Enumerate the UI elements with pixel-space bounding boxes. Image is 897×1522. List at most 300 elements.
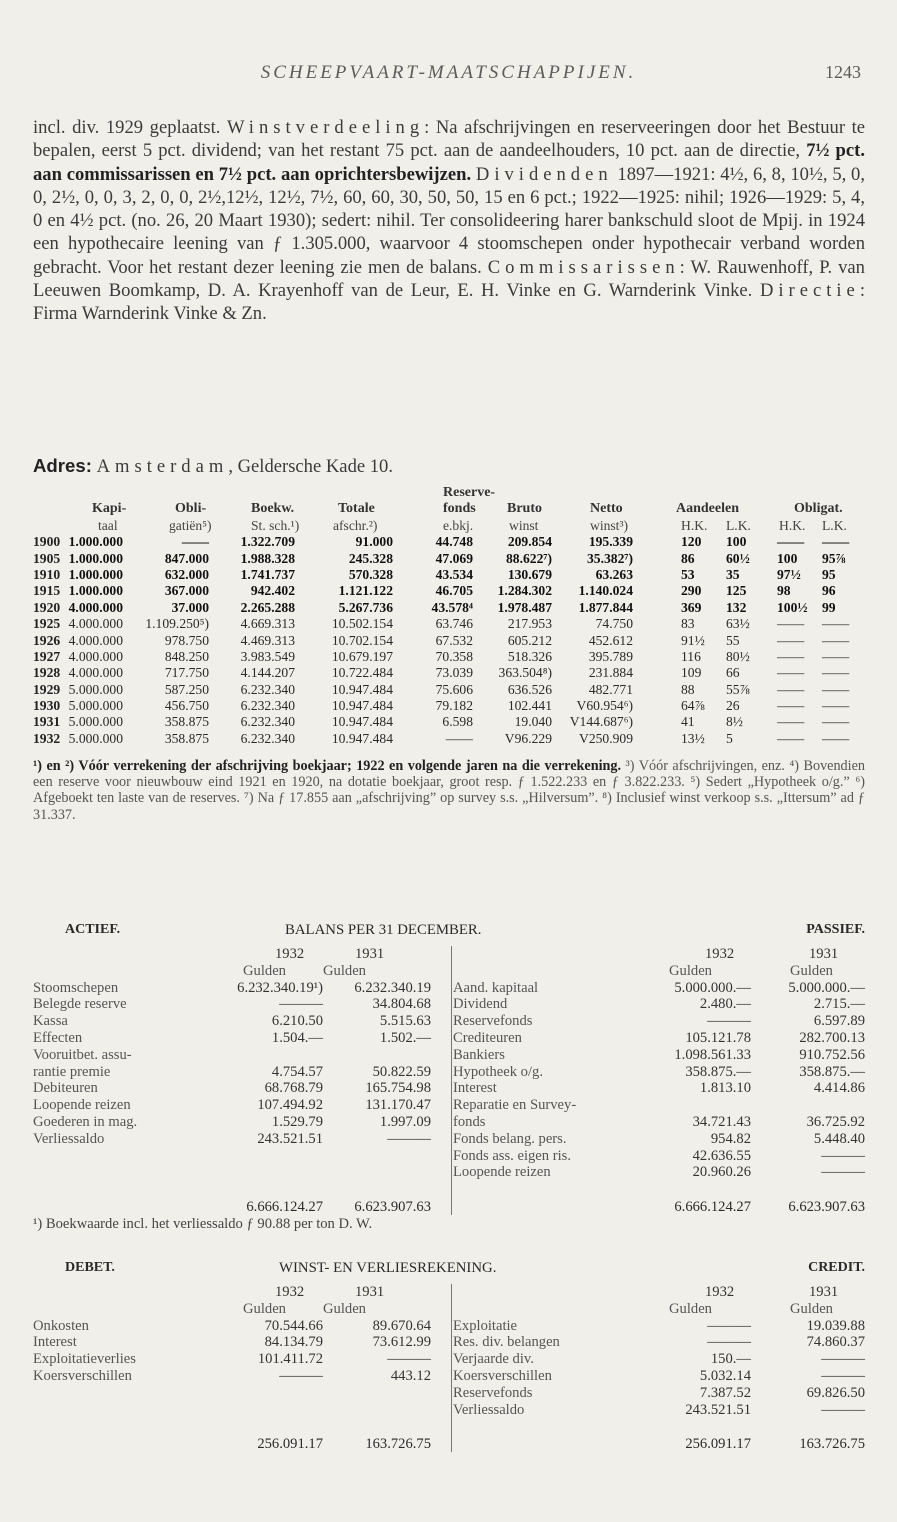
pl-total-1931-right: 163.726.75 [799,1436,865,1453]
stats-cell: 67.532 [435,632,473,648]
directie-heading: Directie [759,280,860,302]
balance-right-1931: 4.414.86 [813,1080,865,1097]
stats-cell: 10.947.484 [331,714,393,730]
balance-left-1932: 4.754.57 [271,1063,323,1080]
stats-cell: 6.232.340 [240,714,295,730]
balance-row [33,1013,865,1030]
stats-cell: 5.000.000 [68,730,123,746]
stats-cell: 91½ [681,632,705,648]
stats-header-row [33,501,865,517]
stats-subheader-row [33,518,865,534]
stats-cell: 1928 [33,665,61,681]
balance-left-title: ACTIEF. [65,922,121,937]
pl-right-1931: 74.860.37 [806,1334,865,1351]
stats-cell: 1.000.000 [68,566,123,582]
stats-cell: 10.702.154 [331,632,393,648]
balance-divider [451,946,452,1215]
pl-left-1931: 73.612.99 [372,1334,431,1351]
stats-cell: 79.182 [435,698,473,714]
stats-cell: 100½ [777,599,808,615]
stats-cell: 2.265.288 [240,599,295,615]
balance-row [33,1064,865,1081]
stats-cell: 1910 [33,566,61,582]
pl-row [33,1402,865,1419]
balance-left-label: Debiteuren [33,1080,98,1097]
balance-right-label: Fonds belang. pers. [453,1130,567,1147]
balance-row [33,1097,865,1114]
stats-header-cell: Totale [338,501,375,517]
pl-right-label: Verjaarde div. [453,1351,534,1368]
stats-cell: 5.000.000 [68,714,123,730]
stats-row [33,682,865,698]
balance-right-1931: 5.448.40 [813,1130,865,1147]
stats-cell: 100 [777,550,798,566]
stats-cell: —— [777,681,805,697]
stats-cell: 1.284.302 [497,583,552,599]
stats-cell: 97½ [777,566,801,582]
pl-divider [451,1284,452,1452]
stats-cell: 978.750 [164,632,209,648]
balance-footnote: ¹) Boekwaarde incl. het verliessaldo ƒ 90.88 per ton D. W. [33,1216,373,1233]
stats-cell: 847.000 [164,550,209,566]
balance-right-1932: 20.960.26 [692,1164,751,1181]
intro-bold-text: 7½ pct. aan commissarissen en 7½ pct. aan oprichtersbewijzen. [33,140,865,185]
balance-sheet [33,922,865,1233]
stats-cell: —— [777,698,805,714]
balance-right-label: Fonds ass. eigen ris. [453,1147,571,1164]
pl-right-1932: 5.032.14 [699,1367,751,1384]
stats-row [33,534,865,550]
pl-left-1932: 70.544.66 [264,1317,323,1334]
balance-left-label: Verliessaldo [33,1130,105,1147]
stats-row [33,633,865,649]
stats-cell: 1929 [33,681,61,697]
balance-year-right: 1931 [809,946,839,962]
pl-right-label: Res. div. belangen [453,1334,560,1351]
stats-cell: 10.947.484 [331,681,393,697]
stats-cell: 363.504⁸) [498,665,552,681]
pl-right-label: Reservefonds [453,1384,533,1401]
stats-cell: 1.877.844 [578,599,633,615]
stats-cell: 367.000 [164,583,209,599]
page-header [0,58,897,88]
commissarissen-heading: Commissarissen [487,256,680,278]
balance-left-label: Stoomschepen [33,979,119,996]
stats-cell: 1932 [33,730,61,746]
balance-right-1932: 42.636.55 [692,1147,751,1164]
stats-cell: 5 [726,730,733,746]
balance-right-1932: 34.721.43 [692,1113,751,1130]
pl-right-1931: 69.826.50 [806,1384,865,1401]
pl-right-1931: ——— [821,1367,865,1384]
pl-right-1932: 7.387.52 [699,1384,751,1401]
stats-cell: 395.789 [588,648,633,664]
stats-cell: 1.121.122 [338,583,393,599]
pl-total-1931-left: 163.726.75 [365,1436,431,1453]
stats-cell: 942.402 [250,583,295,599]
stats-cell: 10.722.484 [331,665,393,681]
pl-titles [33,1260,865,1284]
stats-header-cell: fonds [443,501,476,517]
balance-left-label: rantie premie [33,1063,111,1080]
stats-cell: 209.854 [507,534,552,550]
stats-cell: 86 [681,550,695,566]
balance-unit: Gulden [323,962,366,979]
stats-cell: 358.875 [164,714,209,730]
balance-right-1931: ——— [821,1147,865,1164]
stats-cell: 4.000.000 [68,616,123,632]
stats-cell: 5.000.000 [68,698,123,714]
stats-cell: 1.988.328 [240,550,295,566]
balance-left-label: Goederen in mag. [33,1113,138,1130]
stats-cell: 74.750 [595,616,633,632]
pl-body [33,1284,865,1418]
balance-left-1932: 107.494.92 [257,1097,323,1114]
stats-cell: V144.687⁶) [569,714,633,730]
balance-year-right: 1932 [705,946,735,962]
stats-cell: 41 [681,714,695,730]
balance-body [33,946,865,1181]
stats-subheader-cell: H.K. [779,517,806,533]
balance-left-label: Vooruitbet. assu- [33,1046,132,1063]
stats-cell: V250.909 [579,730,633,746]
profit-loss-account [33,1260,865,1453]
stats-row [33,567,865,583]
stats-cell: 5.267.736 [338,599,393,615]
stats-cell: 195.339 [588,534,633,550]
stats-cell: 570.328 [348,566,393,582]
stats-cell: —— [822,665,850,681]
balance-left-label: Kassa [33,1013,68,1030]
stats-cell: 55⅞ [726,681,750,697]
balance-total-1931-right: 6.623.907.63 [788,1199,865,1216]
stats-cell: 1.000.000 [68,534,123,550]
balance-row [33,1047,865,1064]
stats-subheader-cell: St. sch.¹) [251,517,300,533]
balance-right-1931: 2.715.— [813,996,865,1013]
balance-left-1932: 6.232.340.19¹) [237,979,323,996]
pl-year-right: 1931 [809,1284,839,1300]
stats-cell: 1926 [33,632,61,648]
balance-right-label: fonds [453,1113,486,1130]
stats-cell: 88 [681,681,695,697]
stats-cell: —— [777,714,805,730]
balance-left-1931: 1.997.09 [379,1113,431,1130]
stats-cell: 217.953 [507,616,552,632]
stats-row [33,649,865,665]
stats-cell: 1.000.000 [68,583,123,599]
stats-header-cell: Obli- [175,501,207,517]
stats-cell: 1.109.250⁵) [145,616,209,632]
stats-cell: —— [822,681,850,697]
stats-cell: 1.322.709 [240,534,295,550]
stats-cell: 26 [726,698,740,714]
balance-total-1931-left: 6.623.907.63 [354,1199,431,1216]
pl-right-1931: ——— [821,1351,865,1368]
pl-right-label: Exploitatie [453,1317,518,1334]
balance-row [33,1080,865,1097]
address-city: Amsterdam [96,456,229,477]
stats-cell: 4.000.000 [68,599,123,615]
pl-left-1932: 101.411.72 [257,1351,323,1368]
stats-cell: 4.469.313 [240,632,295,648]
stats-cell: 88.622⁷) [506,550,552,566]
balance-right-label: Bankiers [453,1046,505,1063]
stats-cell: 1.741.737 [240,566,295,582]
stats-cell: —— [181,534,209,550]
pl-right-1932: 150.— [710,1351,751,1368]
balance-left-1931: 34.804.68 [372,996,431,1013]
stats-header-cell: Aandeelen [676,501,739,517]
stats-cell: 1930 [33,698,61,714]
stats-row [33,698,865,714]
stats-subheader-cell: winst³) [590,517,629,533]
pl-left-label: Exploitatieverlies [33,1351,136,1368]
stats-cell: 3.983.549 [240,648,295,664]
stats-cell: 95 [822,566,836,582]
statistics-table [33,485,865,747]
stats-cell: 43.578⁴ [431,599,473,615]
stats-cell: 358.875 [164,730,209,746]
pl-unit: Gulden [669,1300,712,1317]
pl-unit-row [33,1301,865,1318]
stats-cell: 10.502.154 [331,616,393,632]
balance-right-1932: 1.813.10 [699,1080,751,1097]
balance-unit: Gulden [790,962,833,979]
stats-cell: —— [777,665,805,681]
balance-right-1932: 105.121.78 [685,1029,751,1046]
balance-right-1932: 358.875.— [685,1063,751,1080]
stats-subheader-cell: afschr.²) [333,517,378,533]
pl-left-1932: ——— [279,1367,323,1384]
balance-right-label: Reparatie en Survey- [453,1097,577,1114]
stats-cell: 91.000 [355,534,393,550]
stats-cell: 231.884 [588,665,633,681]
balance-total-1932-left: 6.666.124.27 [246,1199,323,1216]
stats-subheader-cell: H.K. [681,517,708,533]
stats-header-cell: Kapi- [92,501,127,517]
stats-cell: 116 [681,648,701,664]
stats-cell: —— [445,730,473,746]
balance-right-1932: 2.480.— [699,996,751,1013]
pl-right-1932: 243.521.51 [685,1401,751,1418]
stats-row [33,714,865,730]
stats-cell: 80½ [726,648,750,664]
stats-cell: 290 [681,583,702,599]
address-street: , Geldersche Kade 10. [228,456,394,477]
address-line [33,455,393,478]
pl-right-title: CREDIT. [808,1260,865,1275]
stats-cell: 63.263 [595,566,633,582]
stats-cell: 4.669.313 [240,616,295,632]
stats-cell: 1927 [33,648,61,664]
stats-cell: 1900 [33,534,61,550]
balance-row [33,1030,865,1047]
balance-left-1932: 1.504.— [271,1029,323,1046]
balance-left-1931: 131.170.47 [365,1097,431,1114]
pl-right-label: Koersverschillen [453,1367,552,1384]
pl-row [33,1334,865,1351]
stats-cell: 125 [726,583,747,599]
stats-cell: 452.612 [588,632,633,648]
stats-cell: 47.069 [435,550,473,566]
stats-cell: 1.140.024 [578,583,633,599]
stats-cell: —— [777,632,805,648]
stats-cell: 717.750 [164,665,209,681]
pl-unit: Gulden [243,1300,286,1317]
stats-row [33,551,865,567]
stats-cell: 1.000.000 [68,550,123,566]
balance-right-1931: 910.752.56 [799,1046,865,1063]
stats-cell: —— [822,714,850,730]
running-title: SCHEEPVAART-MAATSCHAPPIJEN. [260,62,637,83]
stats-cell: 4.144.207 [240,665,295,681]
balance-right-1931: 5.000.000.— [788,979,865,996]
pl-total-1932-left: 256.091.17 [257,1436,323,1453]
stats-cell: 1905 [33,550,61,566]
pl-title: WINST- EN VERLIESREKENING. [279,1260,497,1276]
balance-left-1931: 165.754.98 [365,1080,431,1097]
pl-total-1932-right: 256.091.17 [685,1436,751,1453]
pl-left-1931: 443.12 [390,1367,431,1384]
stats-subheader-cell: taal [98,517,118,533]
stats-header-cell: Boekw. [251,501,295,517]
intro-text: 1897—1921: 4½, 6, 8, 10½, 5, 0, 0, 2½, 0, 0, 3, 2, 0, 0, 2½,12½, 12½, 7½, 60, 60, 30, 50, 50, 15 en 6 pct.; 1922—1925: nihil; 1926—1929: 5, 4, 0 en 4½ pct. (no. 26, 20 Maart 1930); sedert: nihil. Ter consolideering harer bankschuld sloot de Mpij. in 1924 een hypothecaire leening van ƒ 1.305.000, waarvoor 4 stoomschepen onder hypothecair verband worden gebracht. Voor het restant dezer leening zie men de balans. [33,163,865,278]
stats-cell: 55 [726,632,740,648]
pl-right-1932: ——— [707,1334,751,1351]
stats-header-cell: Netto [590,501,623,517]
balance-right-label: Reservefonds [453,1013,533,1030]
stats-cell: 19.040 [514,714,552,730]
pl-left-label: Onkosten [33,1317,89,1334]
stats-cell: 1.978.487 [497,599,552,615]
balance-titles [33,922,865,946]
balance-left-1931: 5.515.63 [379,1013,431,1030]
stats-row [33,583,865,599]
stats-cell: 70.358 [435,648,473,664]
pl-year-left: 1931 [355,1284,385,1300]
stats-header-cell: Bruto [507,501,542,517]
stats-cell: 369 [681,599,702,615]
stats-cell: 8½ [726,714,743,730]
stats-cell: 60½ [726,550,750,566]
stats-cell: 37.000 [171,599,209,615]
stats-cell: 848.250 [164,648,209,664]
balance-total-1932-right: 6.666.124.27 [674,1199,751,1216]
intro-text: incl. div. 1929 geplaatst. [33,117,227,138]
balance-left-1932: 1.529.79 [271,1113,323,1130]
pl-left-1931: 89.670.64 [372,1317,431,1334]
stats-subheader-cell: winst [509,517,539,533]
stats-subheader-cell: L.K. [822,517,847,533]
balance-left-1932: 243.521.51 [257,1130,323,1147]
balance-row [33,1131,865,1148]
pl-left-1932: 84.134.79 [264,1334,323,1351]
intro-text: : W. Rauwenhoff, P. van Leeuwen Boomkamp, D. A. Krayenhoff van de Leur, E. H. Vinke en G. Warnderink Vinke. [33,256,865,302]
pl-right-1931: ——— [821,1401,865,1418]
stats-cell: 6.232.340 [240,730,295,746]
stats-cell: 44.748 [435,534,473,550]
balance-row [33,996,865,1013]
page-number: 1243 [825,62,861,82]
balance-unit-row [33,963,865,980]
intro-text: : Na afschrijvingen en reserveeringen door het Bestuur te bepalen, eerst 5 pct. dividend; van het restant 75 pct. aan de aandeelhouders, 10 pct. aan de directie, [33,117,866,162]
stats-cell: 100 [726,534,747,550]
stats-cell: 518.326 [507,648,552,664]
stats-cell: 605.212 [507,632,552,648]
pl-row [33,1368,865,1385]
stats-cell: 245.328 [348,550,393,566]
pl-right-1932: ——— [707,1317,751,1334]
pl-year-row [33,1284,865,1301]
stats-cell: 482.771 [588,681,633,697]
address-label: Adres: [33,455,92,476]
balance-year-row [33,946,865,963]
stats-cell: 4.000.000 [68,632,123,648]
pl-right-1931: 19.039.88 [806,1317,865,1334]
balance-right-1932: 1.098.561.33 [674,1046,751,1063]
stats-row [33,731,865,747]
balance-right-1931: ——— [821,1164,865,1181]
balance-right-label: Aand. kapitaal [453,979,539,996]
pl-left-title: DEBET. [65,1260,115,1275]
pl-right-label: Verliessaldo [453,1401,525,1418]
stats-cell: —— [822,632,850,648]
dividenden-heading: Dividenden [475,163,613,185]
stats-cell: 102.441 [507,698,552,714]
stats-cell: 1915 [33,583,61,599]
stats-cell: 4.000.000 [68,648,123,664]
stats-cell: 587.250 [164,681,209,697]
pl-row [33,1318,865,1335]
balance-right-label: Loopende reizen [453,1164,551,1181]
stats-cell: 10.947.484 [331,730,393,746]
balance-right-label: Interest [453,1080,497,1097]
balance-left-1932: ——— [279,996,323,1013]
balance-row [33,1114,865,1131]
balance-left-1931: 6.232.340.19 [354,979,431,996]
balance-year-left: 1931 [355,946,385,962]
stats-cell: 99 [822,599,836,615]
stats-cell: 73.039 [435,665,473,681]
balance-left-label: Belegde reserve [33,996,127,1013]
stats-cell: 6.232.340 [240,698,295,714]
stats-cell: 1931 [33,714,61,730]
stats-cell: V96.229 [504,730,552,746]
stats-cell: —— [822,534,850,550]
stats-cell: 63½ [726,616,750,632]
stats-cell: 456.750 [164,698,209,714]
balance-right-1931: 282.700.13 [799,1029,865,1046]
stats-cell: 636.526 [507,681,552,697]
stats-cell: —— [822,648,850,664]
stats-cell: 63.746 [435,616,473,632]
stats-cell: 35.382⁷) [587,550,633,566]
intro-text: : Firma Warnderink Vinke & Zn. [33,280,865,325]
balance-right-1931: 36.725.92 [806,1113,865,1130]
balance-left-1932: 6.210.50 [271,1013,323,1030]
pl-unit: Gulden [790,1300,833,1317]
balance-left-1931: ——— [387,1130,431,1147]
footnote-bold: ¹) en ²) Vóór verrekening der afschrijving boekjaar; 1922 en volgende jaren na die verrekening. [33,758,622,774]
stats-row [33,616,865,632]
pl-left-label: Interest [33,1334,77,1351]
balance-left-label: Loopende reizen [33,1097,131,1114]
balance-unit: Gulden [243,962,286,979]
stats-cell: —— [822,616,850,632]
stats-row [33,665,865,681]
stats-cell: —— [822,698,850,714]
